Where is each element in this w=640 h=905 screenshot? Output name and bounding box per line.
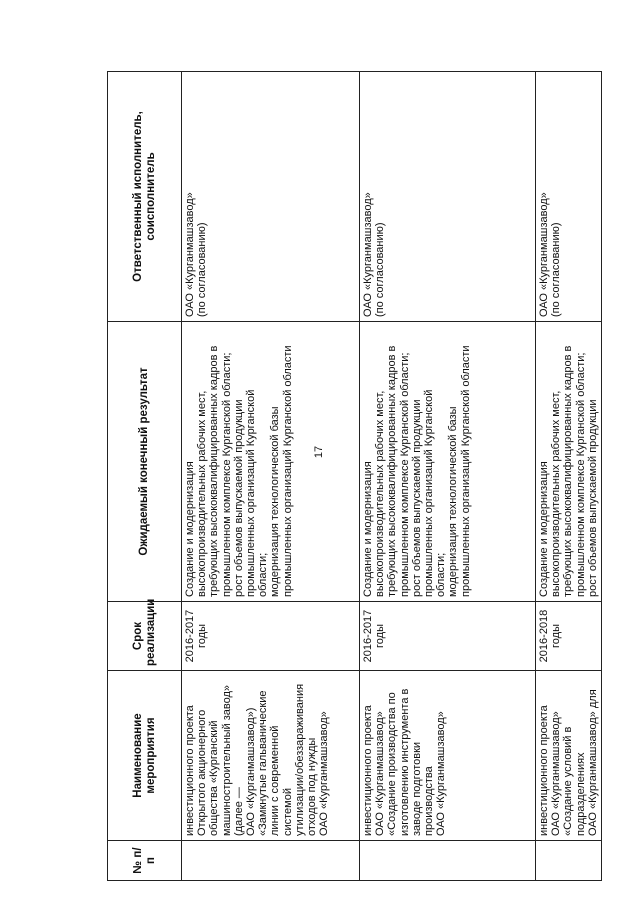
activities-table xyxy=(107,71,602,881)
cell-text-line: рост объемов выпускаемой продукции xyxy=(232,399,245,597)
cell-text-line: области; xyxy=(435,552,448,597)
cell-text-line: промышленном комплексе Курганской области; xyxy=(220,352,233,597)
header-expected-result: Ожидаемый конечный результат xyxy=(108,322,182,602)
cell-text-line: инвестиционного проекта xyxy=(362,705,374,836)
cell-text-line: промышленном комплексе Курганской области; xyxy=(574,352,587,597)
cell-expected-result xyxy=(182,322,360,602)
cell-text-line: промышленных организаций Курганской области xyxy=(459,345,472,597)
cell-text-line: (по согласованию) xyxy=(550,222,563,317)
table-row xyxy=(536,72,602,881)
header-activity-name: Наименование мероприятия xyxy=(108,671,182,841)
cell-responsible xyxy=(536,72,602,322)
cell-text-line: годы xyxy=(196,624,209,648)
cell-text-line: ОАО «Курганмашзавод» для xyxy=(586,689,599,836)
cell-responsible xyxy=(182,72,360,322)
cell-number xyxy=(536,841,602,881)
cell-text-line: высокопроизводительных рабочих мест, xyxy=(550,390,563,597)
cell-text-line: ОАО «Курганмашзавод» xyxy=(362,192,374,317)
cell-text-line: ОАО «Курганмашзавод» xyxy=(538,192,550,317)
cell-text-line: рост объемов выпускаемой продукции xyxy=(586,399,599,597)
page-number: 17 xyxy=(313,445,325,459)
cell-text-line: высокопроизводительных рабочих мест, xyxy=(374,390,387,597)
table-row xyxy=(182,72,360,881)
cell-text-line: Создание и модернизация xyxy=(184,461,196,597)
cell-number xyxy=(360,841,536,881)
cell-text-line: промышленных организаций Курганской области xyxy=(281,345,294,597)
cell-text-line: «Создание производства по xyxy=(386,692,399,836)
cell-term xyxy=(536,602,602,671)
cell-text-line: требующих высококвалифицированных кадров в xyxy=(562,345,575,597)
cell-text-line: области; xyxy=(257,552,270,597)
cell-text-line: подразделениях xyxy=(574,752,587,836)
cell-text-line: промышленных организаций Курганской xyxy=(423,389,436,597)
cell-text-line: высокопроизводительных рабочих мест, xyxy=(196,390,209,597)
cell-text-line: требующих высококвалифицированных кадров в xyxy=(208,345,221,597)
cell-text-line: Создание и модернизация xyxy=(362,461,374,597)
cell-expected-result xyxy=(360,322,536,602)
cell-text-line: годы xyxy=(550,624,563,648)
cell-text-line: Создание и модернизация xyxy=(538,461,550,597)
cell-text-line: «Создание условий в xyxy=(562,726,575,836)
cell-text-line: (по согласованию) xyxy=(374,222,387,317)
cell-text-line: ОАО «Курганмашзавод» xyxy=(318,711,331,836)
cell-text-line: (по согласованию) xyxy=(196,222,209,317)
cell-expected-result xyxy=(536,322,602,602)
cell-text-line: требующих высококвалифицированных кадров в xyxy=(386,345,399,597)
table-row xyxy=(360,72,536,881)
cell-text-line: изготовлению инструмента в xyxy=(398,688,411,836)
cell-term xyxy=(360,602,536,671)
cell-text-line: модернизация технологической базы xyxy=(447,406,460,597)
cell-text-line: рост объемов выпускаемой продукции xyxy=(410,399,423,597)
cell-text-line: системой xyxy=(281,787,294,836)
cell-text-line: ОАО «Курганмашзавод») xyxy=(245,707,258,836)
header-responsible: Ответственный исполнитель, соисполнитель xyxy=(108,72,182,322)
cell-number xyxy=(182,841,360,881)
cell-term xyxy=(182,602,360,671)
header-term: Срок реализации xyxy=(108,602,182,671)
cell-text-line: линии с современной xyxy=(269,725,282,836)
cell-activity-name xyxy=(182,671,360,841)
cell-text-line: общества «Курганский xyxy=(208,720,221,836)
cell-text-line: промышленных организаций Курганской xyxy=(245,389,258,597)
cell-text-line: заводе подготовки xyxy=(410,741,423,836)
cell-text-line: (далее — xyxy=(232,787,245,836)
cell-text-line: модернизация технологической базы xyxy=(269,406,282,597)
cell-text-line: 2016-2018 xyxy=(538,609,550,663)
cell-text-line: «Замкнутые гальванические xyxy=(257,690,270,836)
cell-text-line: утилизации/обеззараживания xyxy=(293,683,306,836)
rotated-table-container xyxy=(107,72,599,881)
cell-text-line: отходов под нужды xyxy=(306,737,319,836)
header-number: № п/п xyxy=(108,841,182,881)
cell-text-line: ОАО «Курганмашзавод» xyxy=(550,711,563,836)
cell-text-line: ОАО «Курганмашзавод» xyxy=(435,711,448,836)
cell-responsible xyxy=(360,72,536,322)
cell-activity-name xyxy=(360,671,536,841)
cell-text-line: производства xyxy=(423,766,436,836)
cell-text-line: ОАО «Курганмашзавод» xyxy=(374,711,387,836)
cell-text-line: Открытого акционерного xyxy=(196,709,209,836)
document-page xyxy=(107,72,599,881)
cell-text-line: 2016-2017 xyxy=(362,609,374,663)
cell-text-line: инвестиционного проекта xyxy=(538,705,550,836)
cell-text-line: 2016-2017 xyxy=(184,609,196,663)
cell-text-line: инвестиционного проекта xyxy=(184,705,196,836)
cell-text-line: годы xyxy=(374,624,387,648)
cell-activity-name xyxy=(536,671,602,841)
cell-text-line: машиностроительный завод» xyxy=(220,684,233,836)
cell-text-line: ОАО «Курганмашзавод» xyxy=(184,192,196,317)
table-header-row xyxy=(108,72,182,881)
cell-text-line: промышленном комплексе Курганской области; xyxy=(398,352,411,597)
